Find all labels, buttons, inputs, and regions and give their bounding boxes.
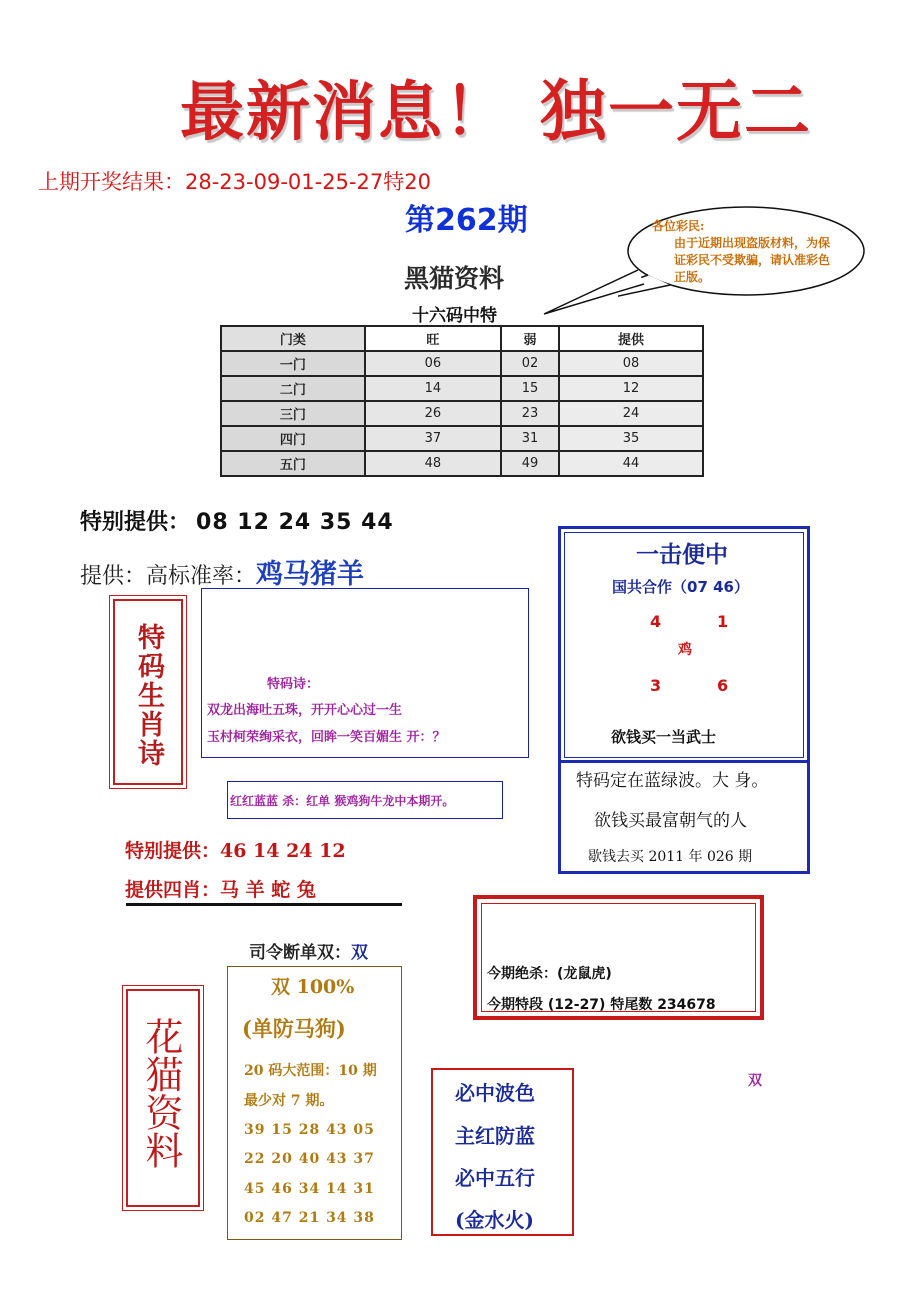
- kill-line-text: 红红蓝蓝 杀：红单 猴鸡狗牛龙中本期开。: [230, 794, 455, 808]
- table-header-row: [221, 326, 703, 351]
- bubble-greeting: 各位彩民:: [652, 219, 705, 233]
- wave-hint-line: 特码定在蓝绿波。大 身。: [576, 771, 769, 791]
- table-cell: 44: [559, 451, 703, 476]
- tail-numbers: 今期特段 (12-27) 特尾数 234678: [487, 997, 716, 1013]
- black-cat-title: 黑猫资料: [404, 264, 505, 293]
- flower-line-4: 最少对 7 期。: [244, 1093, 334, 1109]
- table-cell: 四门: [221, 426, 365, 451]
- poem-heading: 特码诗：: [267, 677, 320, 692]
- flower-numbers-4: 02 47 21 34 38: [244, 1210, 375, 1226]
- table-cell: 35: [559, 426, 703, 451]
- one-hit-title: 一击便中: [636, 541, 728, 568]
- table-cell: 02: [501, 351, 559, 376]
- table-cell: 一门: [221, 351, 365, 376]
- flower-numbers-3: 45 46 34 14 31: [244, 1181, 375, 1197]
- table-cell: 06: [365, 351, 501, 376]
- odd-even-tag: 双: [748, 1073, 762, 1089]
- flower-cat-side-label: [126, 989, 200, 1207]
- poem-line-1: 双龙出海吐五珠，开开心心过一生: [207, 703, 403, 718]
- poem-side-title: 特码生肖诗: [133, 623, 164, 768]
- one-hit-divider: [558, 760, 810, 763]
- column-header: 旺: [365, 326, 501, 351]
- headline: [180, 58, 812, 153]
- table-cell: 二门: [221, 376, 365, 401]
- divider: [126, 903, 402, 906]
- flower-cat-title: 花猫资料: [138, 1017, 183, 1169]
- table-cell: 37: [365, 426, 501, 451]
- sixteen-code-table: [220, 325, 704, 477]
- wave-line-3: 必中五行: [455, 1166, 535, 1190]
- table-cell: 31: [501, 426, 559, 451]
- table-subtitle: 十六码中特: [412, 306, 497, 326]
- table-cell: 14: [365, 376, 501, 401]
- table-cell: 26: [365, 401, 501, 426]
- odd-even-label: 司令断单双：: [249, 943, 351, 963]
- last-draw-result: 上期开奖结果：28-23-09-01-25-27特20: [38, 170, 431, 194]
- bubble-notice: 由于近期出现盗版材料，为保证彩民不受欺骗，请认准彩色正版。: [674, 236, 831, 284]
- table-cell: 48: [365, 451, 501, 476]
- column-header: 提供: [559, 326, 703, 351]
- special-offer-1: [80, 505, 394, 536]
- accuracy-line: [80, 552, 364, 591]
- flower-line-1: 双 100%: [271, 976, 355, 998]
- wave-line-1: 必中波色: [455, 1081, 535, 1105]
- table-row: [221, 351, 703, 376]
- table-cell: 24: [559, 401, 703, 426]
- digit-3: 3: [650, 676, 662, 695]
- special-offer-label: 特别提供：: [80, 510, 191, 535]
- flower-line-3: 20 码大范围：10 期: [244, 1063, 377, 1079]
- animal-label: 鸡: [678, 642, 692, 658]
- table-row: [221, 426, 703, 451]
- column-header: 弱: [501, 326, 559, 351]
- table-cell: 三门: [221, 401, 365, 426]
- bubble-text: [652, 218, 832, 286]
- flower-numbers-1: 39 15 28 43 05: [244, 1122, 375, 1138]
- cooperation-line: 国共合作（07 46）: [612, 578, 749, 596]
- absolute-kill: 今期绝杀：(龙鼠虎): [487, 966, 612, 982]
- flower-line-2: (单防马狗): [242, 1016, 346, 1041]
- special-offer-2: 特别提供：46 14 24 12: [125, 840, 346, 862]
- table-cell: 23: [501, 401, 559, 426]
- table-cell: 08: [559, 351, 703, 376]
- issue-number: 第262期: [405, 203, 528, 238]
- wave-line-2: 主红防蓝: [455, 1124, 535, 1148]
- period-line: 歇钱去买 2011 年 026 期: [588, 849, 753, 865]
- table-row: [221, 376, 703, 401]
- accuracy-zodiacs: 鸡马猪羊: [256, 559, 365, 590]
- four-zodiacs: 提供四肖：马 羊 蛇 兔: [125, 879, 316, 901]
- bubble-pointer: [540, 266, 650, 318]
- poem-side-label: [113, 599, 183, 785]
- table-row: [221, 451, 703, 476]
- poem-line-2: 玉村柯荣绚采衣，回眸一笑百媚生 开：？: [207, 730, 446, 745]
- accuracy-label: 提供：高标准率：: [80, 564, 257, 589]
- odd-even-line: [249, 938, 368, 963]
- warrior-line: 欲钱买一当武士: [611, 728, 717, 746]
- table-cell: 15: [501, 376, 559, 401]
- table-cell: 12: [559, 376, 703, 401]
- table-cell: 五门: [221, 451, 365, 476]
- odd-even-value: 双: [351, 943, 368, 963]
- digit-6: 6: [717, 676, 729, 695]
- flower-numbers-2: 22 20 40 43 37: [244, 1151, 375, 1167]
- headline-part-a: 最新消息！: [180, 75, 510, 150]
- vigor-line: 欲钱买最富朝气的人: [594, 811, 747, 831]
- special-offer-numbers: 08 12 24 35 44: [196, 510, 394, 535]
- headline-part-b: 独一无二: [540, 72, 812, 150]
- column-header: 门类: [221, 326, 365, 351]
- table-cell: 49: [501, 451, 559, 476]
- digit-1: 1: [717, 612, 729, 631]
- table-row: [221, 401, 703, 426]
- digit-4: 4: [650, 612, 662, 631]
- wave-line-4: (金水火): [455, 1208, 534, 1232]
